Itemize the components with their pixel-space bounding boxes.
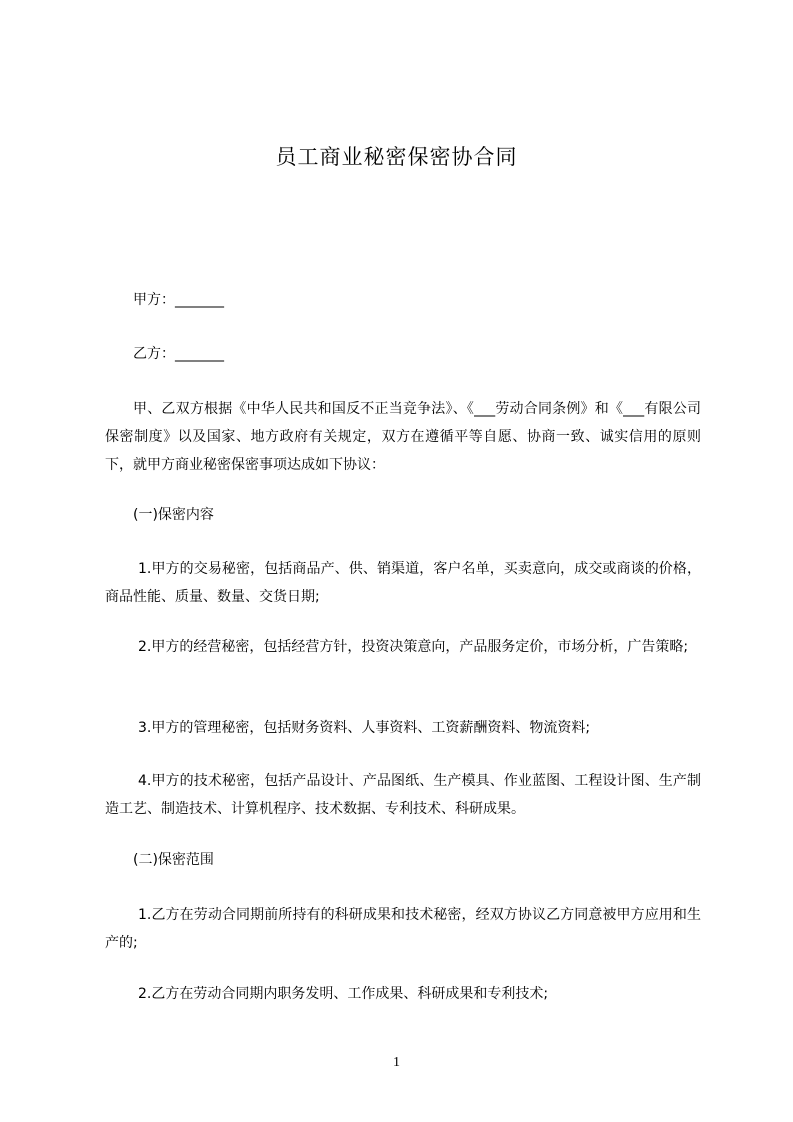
party-b-line: 乙方：_______ [133,346,224,362]
list-item: 3.甲方的管理秘密，包括财务资料、人事资料、工资薪酬资料、物流资料; [138,720,591,736]
intro-paragraph: 甲、乙双方根据《中华人民共和国反不正当竞争法》、《___劳动合同条例》和《___有限公司保密制度》以及国家、地方政府有关规定，双方在遵循平等自愿、协商一致、诚实信用的原则下，就甲方商业秘密保密事项达成如下协议： [105,401,701,473]
list-item: 2.乙方在劳动合同期内职务发明、工作成果、科研成果和专利技术; [138,986,549,1002]
list-item: 4.甲方的技术秘密，包括产品设计、产品图纸、生产模具、作业蓝图、工程设计图、生产制造工艺、制造技术、计算机程序、技术数据、专利技术、科研成果。 [105,773,701,817]
page-number: 1 [393,1055,400,1070]
section-heading-confidential-content: (一)保密内容 [133,507,214,523]
document-title: 员工商业秘密保密协合同 [275,145,518,169]
list-item: 2.甲方的经营秘密，包括经营方针，投资决策意向，产品服务定价，市场分析，广告策略; [138,639,689,655]
party-a-line: 甲方：_______ [133,292,224,308]
list-item: 1.乙方在劳动合同期前所持有的科研成果和技术秘密，经双方协议乙方同意被甲方应用和生产的; [105,907,701,951]
list-item: 1.甲方的交易秘密，包括商品产、供、销渠道，客户名单，买卖意向，成交或商谈的价格，商品性能、质量、数量、交货日期; [105,561,701,605]
section-heading-confidential-scope: (二)保密范围 [133,852,214,868]
